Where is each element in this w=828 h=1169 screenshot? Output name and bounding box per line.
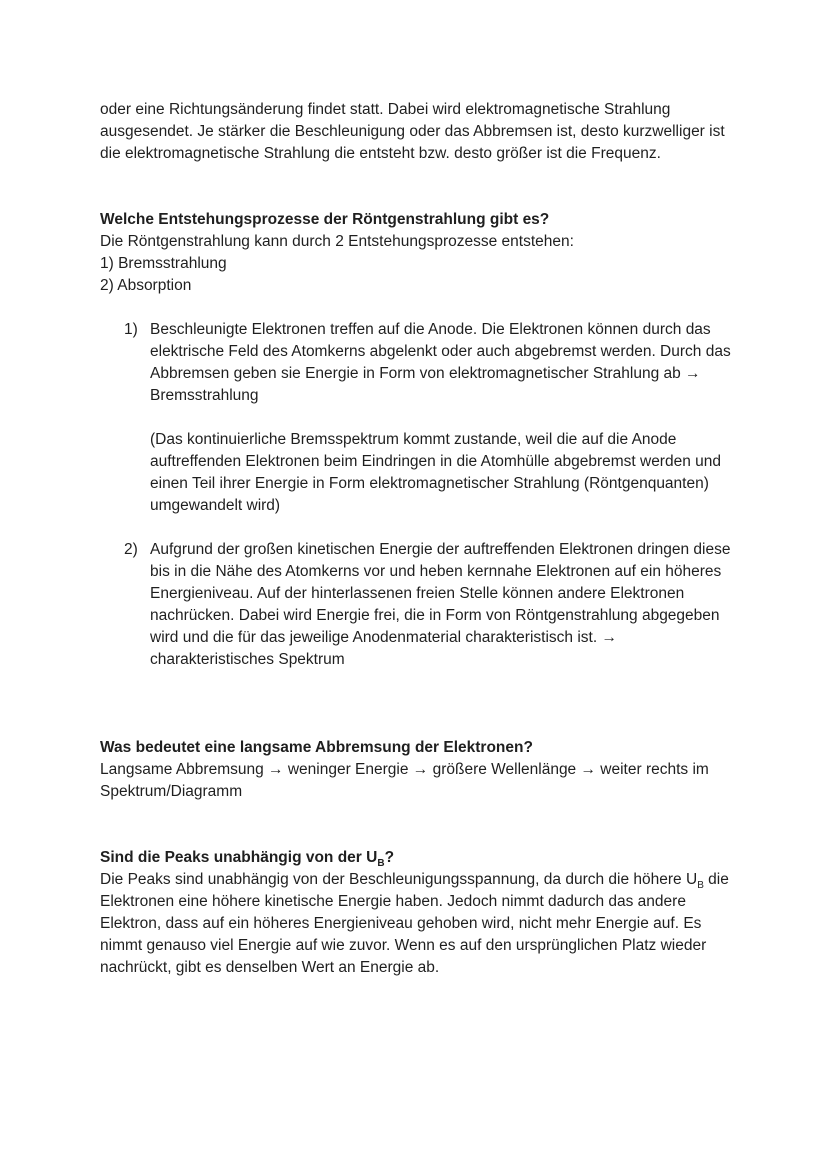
- list-item-note: (Das kontinuierliche Bremsspektrum kommt zustande, weil die auf die Anode auftreffenden Elektronen beim Eindringen in die Atomhülle abgebremst werden und einen Teil ihrer Energie in Form elektromagnetischer Strahlung (Röntgenquanten) umgewandelt wird): [150, 431, 722, 514]
- section-entstehungsprozesse: [100, 209, 740, 671]
- section-text: [100, 869, 740, 979]
- list-marker: 1): [124, 321, 138, 338]
- section-text: Langsame Abbremsung → weninger Energie → größere Wellenlänge → weiter rechts im Spektrum/Diagramm: [100, 761, 709, 800]
- short-list-item: 2) Absorption: [100, 277, 192, 294]
- section-heading: Was bedeutet eine langsame Abbremsung der Elektronen?: [100, 739, 533, 756]
- section-peaks: [100, 847, 740, 979]
- numbered-list: [100, 319, 740, 671]
- list-item-text: Beschleunigte Elektronen treffen auf die Anode. Die Elektronen können durch das elektrische Feld des Atomkerns abgelenkt oder auch abgebremst werden. Durch das Abbremsen geben sie Energie in Form von elektromagnetischer Strahlung ab → Bremsstrahlung: [150, 321, 731, 404]
- short-list-item: 1) Bremsstrahlung: [100, 255, 227, 272]
- intro-paragraph: oder eine Richtungsänderung findet statt. Dabei wird elektromagnetische Strahlung ausgesendet. Je stärker die Beschleunigung oder das Abbremsen ist, desto kurzwelliger ist die elektromagnetische Strahlung die entsteht bzw. desto größer ist die Frequenz.: [100, 101, 725, 162]
- text-run: die Elektronen eine höhere kinetische Energie haben. Jedoch nimmt dadurch das andere Elektron, dass auf ein höheres Energieniveau gehoben wird, nicht mehr Energie auf. Es nimmt genauso viel Energie auf wie zuvor. Wenn es auf den ursprünglichen Platz wieder nachrückt, gibt es denselben Wert an Energie ab.: [100, 871, 729, 976]
- list-marker: 2): [124, 541, 138, 558]
- subscript: B: [697, 880, 704, 891]
- numbered-list-item: [100, 319, 740, 517]
- section-heading: [100, 847, 740, 869]
- list-item-text: Aufgrund der großen kinetischen Energie der auftreffenden Elektronen dringen diese bis in die Nähe des Atomkerns vor und heben kernnahe Elektronen auf ein höheres Energieniveau. Auf der hinterlassenen freien Stelle können andere Elektronen nachrücken. Dabei wird Energie frei, die in Form von Röntgenstrahlung abgegeben wird und die für das jeweilige Anodenmaterial charakteristisch ist. → charakteristisches Spektrum: [150, 541, 731, 668]
- section-abbremsung: [100, 737, 740, 803]
- numbered-list-item: [100, 539, 740, 671]
- heading-text: Sind die Peaks unabhängig von der U: [100, 849, 378, 866]
- heading-text: ?: [384, 849, 395, 866]
- document-page: [100, 99, 740, 979]
- text-run: Die Peaks sind unabhängig von der Beschleunigungsspannung, da durch die höhere U: [100, 871, 698, 888]
- section-lead: Die Röntgenstrahlung kann durch 2 Entstehungsprozesse entstehen:: [100, 233, 574, 250]
- subscript: B: [377, 858, 385, 869]
- section-heading: Welche Entstehungsprozesse der Röntgenstrahlung gibt es?: [100, 211, 550, 228]
